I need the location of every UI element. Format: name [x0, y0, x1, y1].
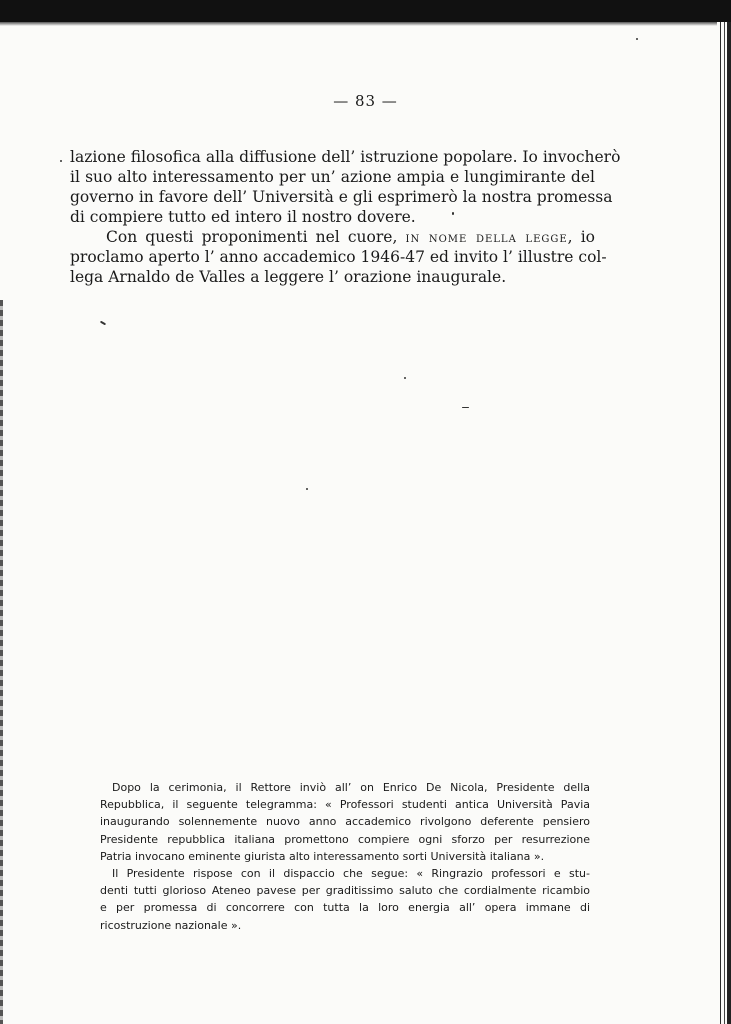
footnote-line: inaugurando solennemente nuovo anno accademico rivolgono deferente pensiero	[100, 815, 590, 829]
scan-speck	[100, 321, 106, 326]
scan-speck	[462, 407, 469, 408]
text-line: governo in favore dell’ Università e gli esprimerò la nostra promessa	[70, 188, 613, 206]
text-line: lega Arnaldo de Valles a leggere l’ orazione inaugurale.	[70, 268, 507, 286]
scan-speck	[306, 488, 308, 490]
text-line: il suo alto interessamento per un’ azione ampia e lungimirante del	[70, 168, 595, 186]
text-line: di compiere tutto ed intero il nostro dovere.	[70, 208, 416, 226]
text-segment: , io	[567, 228, 595, 246]
scan-top-shadow	[0, 22, 731, 26]
footnote-line: Patria invocano eminente giurista alto interessamento sorti Università italiana ».	[100, 849, 545, 863]
footnote-line: Repubblica, il seguente telegramma: « Professori studenti antica Università Pavia	[100, 798, 590, 812]
text-line	[70, 227, 595, 247]
text-segment: Con questi proponimenti nel cuore,	[106, 228, 398, 246]
footnote-line: e per promessa di concorrere con tutta la loro energia all’ opera immane di	[100, 901, 590, 915]
scan-speck	[452, 212, 454, 215]
footnote-line: denti tutti glorioso Ateneo pavese per graditissimo saluto che cordialmente ricambio	[100, 884, 590, 898]
footnote-line: Il Presidente rispose con il dispaccio che segue: « Ringrazio professori e stu-	[112, 866, 590, 880]
footnote	[100, 779, 590, 934]
main-text	[70, 147, 621, 287]
text-line: proclamo aperto l’ anno accademico 1946-47 ed invito l’ illustre col-	[70, 248, 607, 266]
footnote-line: Presidente repubblica italiana promettono compiere ogni sforzo per resurrezione	[100, 832, 590, 846]
text-line: lazione filosofica alla diffusione dell’ istruzione popolare. Io invocherò	[70, 148, 621, 166]
scan-right-edge	[717, 22, 731, 1024]
scan-speck	[636, 38, 638, 40]
smallcaps-phrase: in nome della legge	[405, 230, 568, 246]
footnote-line: Dopo la cerimonia, il Rettore inviò all’ on Enrico De Nicola, Presidente della	[112, 781, 590, 794]
scan-speck	[404, 377, 406, 379]
footnote-line: ricostruzione nazionale ».	[100, 918, 242, 932]
page-number: — 83 —	[333, 92, 398, 110]
scan-left-edge	[0, 300, 3, 1024]
scan-speck	[60, 160, 62, 162]
scan-top-border	[0, 0, 731, 22]
